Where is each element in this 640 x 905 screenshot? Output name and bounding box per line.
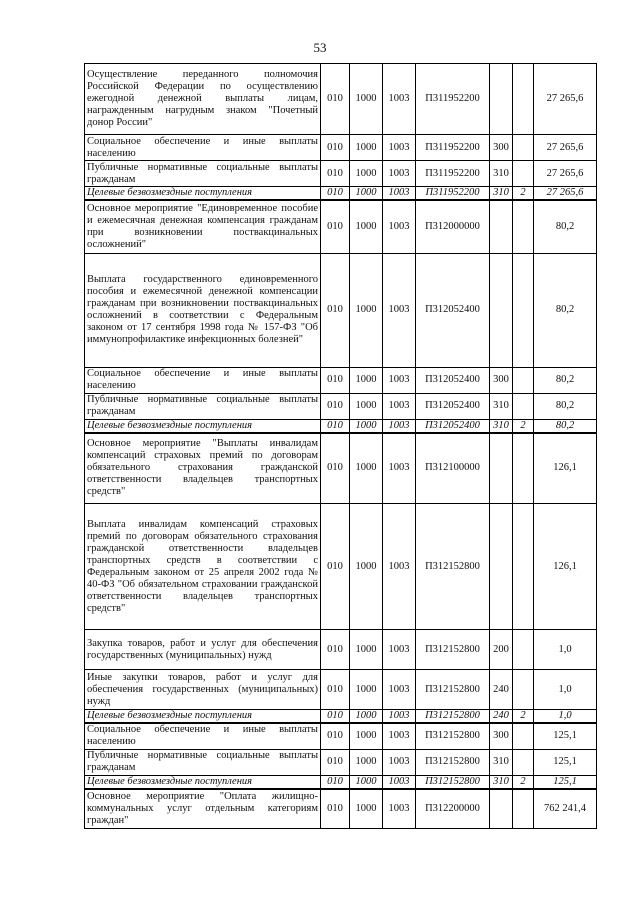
- funding-source-code: [513, 200, 534, 253]
- target-article-code: П312052400: [416, 419, 490, 433]
- amount: 80,2: [534, 419, 597, 433]
- grbs-code: 010: [321, 367, 350, 393]
- funding-source-code: [513, 253, 534, 367]
- expense-type-code: 240: [490, 710, 513, 724]
- grbs-code: 010: [321, 789, 350, 829]
- section-code: 1000: [350, 64, 383, 135]
- table-row: [85, 135, 597, 161]
- expense-type-code: [490, 433, 513, 504]
- amount: 80,2: [534, 367, 597, 393]
- section-code: 1000: [350, 433, 383, 504]
- grbs-code: 010: [321, 64, 350, 135]
- target-article-code: П312052400: [416, 367, 490, 393]
- table-row: [85, 367, 597, 393]
- target-article-code: П312152800: [416, 710, 490, 724]
- subsection-code: 1003: [383, 723, 416, 749]
- expense-type-code: [490, 789, 513, 829]
- row-name: Социальное обеспечение и иные выплаты населению: [85, 367, 321, 393]
- section-code: 1000: [350, 253, 383, 367]
- subsection-code: 1003: [383, 64, 416, 135]
- table-row: [85, 200, 597, 253]
- amount: 27 265,6: [534, 135, 597, 161]
- target-article-code: П311952200: [416, 135, 490, 161]
- target-funding-row: [85, 187, 597, 201]
- row-name: Социальное обеспечение и иные выплаты населению: [85, 723, 321, 749]
- table-row: [85, 749, 597, 775]
- grbs-code: 010: [321, 433, 350, 504]
- subsection-code: 1003: [383, 749, 416, 775]
- funding-source-code: [513, 789, 534, 829]
- amount: 80,2: [534, 253, 597, 367]
- subsection-code: 1003: [383, 135, 416, 161]
- expense-type-code: [490, 504, 513, 630]
- table-row: [85, 161, 597, 187]
- target-article-code: П312052400: [416, 393, 490, 419]
- grbs-code: 010: [321, 723, 350, 749]
- amount: 27 265,6: [534, 187, 597, 201]
- funding-source-code: 2: [513, 187, 534, 201]
- grbs-code: 010: [321, 187, 350, 201]
- amount: 1,0: [534, 710, 597, 724]
- target-article-code: П312152800: [416, 775, 490, 789]
- expense-type-code: 310: [490, 161, 513, 187]
- subsection-code: 1003: [383, 419, 416, 433]
- row-name: Целевые безвозмездные поступления: [85, 775, 321, 789]
- page-number: 53: [313, 40, 327, 55]
- row-name: Основное мероприятие "Единовременное пособие и ежемесячная денежная компенсация гражданам при возникновении поствакцинальных осложнений": [85, 200, 321, 253]
- section-code: 1000: [350, 775, 383, 789]
- subsection-code: 1003: [383, 200, 416, 253]
- expense-type-code: [490, 64, 513, 135]
- subsection-code: 1003: [383, 710, 416, 724]
- subsection-code: 1003: [383, 393, 416, 419]
- amount: 126,1: [534, 504, 597, 630]
- target-article-code: П312052400: [416, 253, 490, 367]
- section-code: 1000: [350, 367, 383, 393]
- grbs-code: 010: [321, 393, 350, 419]
- row-name: Публичные нормативные социальные выплаты гражданам: [85, 393, 321, 419]
- amount: 126,1: [534, 433, 597, 504]
- row-name: Целевые безвозмездные поступления: [85, 187, 321, 201]
- expense-type-code: 310: [490, 187, 513, 201]
- subsection-code: 1003: [383, 775, 416, 789]
- table-row: [85, 64, 597, 135]
- amount: 125,1: [534, 723, 597, 749]
- funding-source-code: [513, 433, 534, 504]
- target-article-code: П311952200: [416, 161, 490, 187]
- amount: 27 265,6: [534, 64, 597, 135]
- subsection-code: 1003: [383, 187, 416, 201]
- funding-source-code: [513, 504, 534, 630]
- target-funding-row: [85, 710, 597, 724]
- target-article-code: П312100000: [416, 433, 490, 504]
- funding-source-code: [513, 135, 534, 161]
- section-code: 1000: [350, 393, 383, 419]
- expense-type-code: [490, 253, 513, 367]
- section-code: 1000: [350, 710, 383, 724]
- expense-type-code: 240: [490, 670, 513, 710]
- amount: 125,1: [534, 749, 597, 775]
- section-code: 1000: [350, 419, 383, 433]
- table-row: [85, 393, 597, 419]
- funding-source-code: [513, 64, 534, 135]
- table-row: [85, 504, 597, 630]
- row-name: Социальное обеспечение и иные выплаты населению: [85, 135, 321, 161]
- row-name: Целевые безвозмездные поступления: [85, 419, 321, 433]
- target-article-code: П312152800: [416, 504, 490, 630]
- target-article-code: П312152800: [416, 749, 490, 775]
- target-funding-row: [85, 775, 597, 789]
- amount: 125,1: [534, 775, 597, 789]
- amount: 1,0: [534, 670, 597, 710]
- subsection-code: 1003: [383, 367, 416, 393]
- funding-source-code: 2: [513, 775, 534, 789]
- target-funding-row: [85, 419, 597, 433]
- amount: 80,2: [534, 200, 597, 253]
- row-name: Иные закупки товаров, работ и услуг для обеспечения государственных (муниципальных) нужд: [85, 670, 321, 710]
- grbs-code: 010: [321, 670, 350, 710]
- expense-type-code: 310: [490, 749, 513, 775]
- amount: 80,2: [534, 393, 597, 419]
- target-article-code: П312000000: [416, 200, 490, 253]
- budget-table: [84, 63, 597, 829]
- funding-source-code: [513, 670, 534, 710]
- subsection-code: 1003: [383, 670, 416, 710]
- row-name: Осуществление переданного полномочия Российской Федерации по осуществлению ежегодной денежной выплаты лицам, награжденным нагрудным знаком "Почетный донор России": [85, 64, 321, 135]
- table-row: [85, 789, 597, 829]
- expense-type-code: 310: [490, 419, 513, 433]
- table-row: [85, 433, 597, 504]
- row-name: Публичные нормативные социальные выплаты гражданам: [85, 161, 321, 187]
- table-row: [85, 723, 597, 749]
- grbs-code: 010: [321, 161, 350, 187]
- table-row: [85, 630, 597, 670]
- funding-source-code: [513, 749, 534, 775]
- section-code: 1000: [350, 135, 383, 161]
- subsection-code: 1003: [383, 504, 416, 630]
- row-name: Основное мероприятие "Выплаты инвалидам компенсаций страховых премий по договорам обязательного страхования гражданской ответственности владельцев транспортных средств": [85, 433, 321, 504]
- table-row: [85, 253, 597, 367]
- grbs-code: 010: [321, 135, 350, 161]
- grbs-code: 010: [321, 504, 350, 630]
- row-name: Публичные нормативные социальные выплаты гражданам: [85, 749, 321, 775]
- row-name: Выплата инвалидам компенсаций страховых премий по договорам обязательного страхования гражданской ответственности владельцев транспортных средств в соответствии с Федеральным законом от 25 апреля 2002 года № 40-ФЗ "Об обязательном страховании гражданской ответственности владельцев транспортных средств": [85, 504, 321, 630]
- funding-source-code: 2: [513, 419, 534, 433]
- section-code: 1000: [350, 187, 383, 201]
- funding-source-code: [513, 630, 534, 670]
- row-name: Целевые безвозмездные поступления: [85, 710, 321, 724]
- row-name: Закупка товаров, работ и услуг для обеспечения государственных (муниципальных) нужд: [85, 630, 321, 670]
- funding-source-code: [513, 393, 534, 419]
- target-article-code: П312200000: [416, 789, 490, 829]
- subsection-code: 1003: [383, 161, 416, 187]
- expense-type-code: 310: [490, 775, 513, 789]
- section-code: 1000: [350, 749, 383, 775]
- expense-type-code: 300: [490, 135, 513, 161]
- section-code: 1000: [350, 161, 383, 187]
- grbs-code: 010: [321, 253, 350, 367]
- subsection-code: 1003: [383, 433, 416, 504]
- expense-type-code: 310: [490, 393, 513, 419]
- row-name: Основное мероприятие "Оплата жилищно-коммунальных услуг отдельным категориям граждан": [85, 789, 321, 829]
- section-code: 1000: [350, 670, 383, 710]
- expense-type-code: 300: [490, 367, 513, 393]
- grbs-code: 010: [321, 710, 350, 724]
- section-code: 1000: [350, 723, 383, 749]
- amount: 27 265,6: [534, 161, 597, 187]
- subsection-code: 1003: [383, 630, 416, 670]
- grbs-code: 010: [321, 200, 350, 253]
- expense-type-code: 300: [490, 723, 513, 749]
- expense-type-code: [490, 200, 513, 253]
- target-article-code: П311952200: [416, 187, 490, 201]
- target-article-code: П311952200: [416, 64, 490, 135]
- target-article-code: П312152800: [416, 630, 490, 670]
- expense-type-code: 200: [490, 630, 513, 670]
- amount: 1,0: [534, 630, 597, 670]
- table-row: [85, 670, 597, 710]
- funding-source-code: [513, 723, 534, 749]
- section-code: 1000: [350, 789, 383, 829]
- subsection-code: 1003: [383, 789, 416, 829]
- section-code: 1000: [350, 200, 383, 253]
- funding-source-code: [513, 161, 534, 187]
- target-article-code: П312152800: [416, 670, 490, 710]
- row-name: Выплата государственного единовременного пособия и ежемесячной денежной компенсации гражданам при возникновении поствакцинальных осложнений в соответствии с Федеральным законом от 17 сентября 1998 года № 157-ФЗ "Об иммунопрофилактике инфекционных болезней": [85, 253, 321, 367]
- target-article-code: П312152800: [416, 723, 490, 749]
- funding-source-code: [513, 367, 534, 393]
- grbs-code: 010: [321, 419, 350, 433]
- funding-source-code: 2: [513, 710, 534, 724]
- amount: 762 241,4: [534, 789, 597, 829]
- section-code: 1000: [350, 630, 383, 670]
- subsection-code: 1003: [383, 253, 416, 367]
- grbs-code: 010: [321, 775, 350, 789]
- grbs-code: 010: [321, 749, 350, 775]
- section-code: 1000: [350, 504, 383, 630]
- grbs-code: 010: [321, 630, 350, 670]
